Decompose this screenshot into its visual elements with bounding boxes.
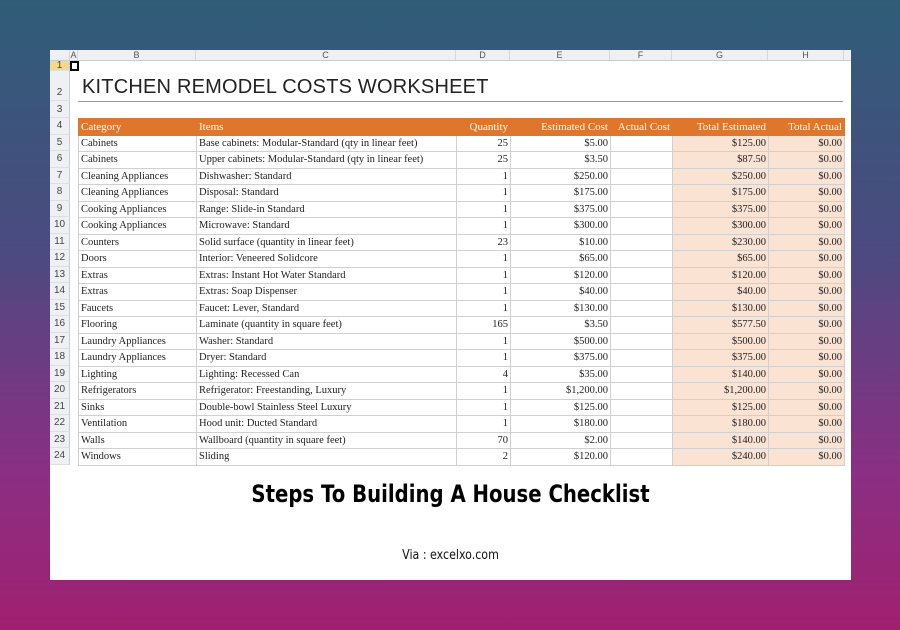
cell-estimated-cost[interactable]: $125.00	[511, 399, 611, 416]
table-row	[79, 399, 845, 416]
cell-category[interactable]: Cleaning Appliances	[79, 168, 197, 185]
cell-actual-cost[interactable]	[611, 152, 673, 169]
header-items[interactable]: Items	[197, 119, 457, 136]
cell-estimated-cost[interactable]: $250.00	[511, 168, 611, 185]
cell-item[interactable]: Dryer: Standard	[197, 350, 457, 367]
row-header[interactable]: 11	[50, 234, 70, 251]
cell-actual-cost[interactable]	[611, 333, 673, 350]
cell-total-actual[interactable]: $0.00	[769, 234, 845, 251]
column-header-c[interactable]: C	[196, 50, 456, 60]
cell-actual-cost[interactable]	[611, 317, 673, 334]
cell-total-estimated[interactable]: $175.00	[673, 185, 769, 202]
header-actual-cost[interactable]: Actual Cost	[611, 119, 673, 136]
column-header-d[interactable]: D	[456, 50, 510, 60]
cell-actual-cost[interactable]	[611, 350, 673, 367]
cell-category[interactable]: Cabinets	[79, 135, 197, 152]
cell-item[interactable]: Faucet: Lever, Standard	[197, 300, 457, 317]
cell-category[interactable]: Extras	[79, 267, 197, 284]
cell-estimated-cost[interactable]: $35.00	[511, 366, 611, 383]
cell-estimated-cost[interactable]: $130.00	[511, 300, 611, 317]
cell-quantity[interactable]: 1	[457, 267, 511, 284]
row-header[interactable]: 6	[50, 151, 70, 168]
cell-total-actual[interactable]: $0.00	[769, 218, 845, 235]
cell-estimated-cost[interactable]: $65.00	[511, 251, 611, 268]
cell-category[interactable]: Cabinets	[79, 152, 197, 169]
cell-item[interactable]: Solid surface (quantity in linear feet)	[197, 234, 457, 251]
cell-total-actual[interactable]: $0.00	[769, 333, 845, 350]
column-header-e[interactable]: E	[510, 50, 610, 60]
cell-category[interactable]: Cooking Appliances	[79, 218, 197, 235]
cell-total-actual[interactable]: $0.00	[769, 432, 845, 449]
cell-category[interactable]: Faucets	[79, 300, 197, 317]
column-header-f[interactable]: F	[610, 50, 672, 60]
cell-total-actual[interactable]: $0.00	[769, 267, 845, 284]
cell-actual-cost[interactable]	[611, 185, 673, 202]
cell-total-actual[interactable]: $0.00	[769, 168, 845, 185]
header-total-estimated[interactable]: Total Estimated	[673, 119, 769, 136]
cell-estimated-cost[interactable]: $375.00	[511, 201, 611, 218]
cell-quantity[interactable]: 1	[457, 284, 511, 301]
cell-category[interactable]: Ventilation	[79, 416, 197, 433]
cell-estimated-cost[interactable]: $180.00	[511, 416, 611, 433]
cell-total-actual[interactable]: $0.00	[769, 284, 845, 301]
row-header[interactable]: 5	[50, 135, 70, 152]
cell-category[interactable]: Laundry Appliances	[79, 333, 197, 350]
cell-actual-cost[interactable]	[611, 449, 673, 466]
cell-quantity[interactable]: 1	[457, 168, 511, 185]
row-header[interactable]: 15	[50, 300, 70, 317]
cell-quantity[interactable]: 70	[457, 432, 511, 449]
table-row	[79, 350, 845, 367]
row-header[interactable]: 1	[50, 61, 70, 71]
cell-quantity[interactable]: 1	[457, 201, 511, 218]
cell-total-estimated[interactable]: $140.00	[673, 432, 769, 449]
cell-quantity[interactable]: 1	[457, 251, 511, 268]
column-header-bar	[50, 50, 851, 61]
cell-item[interactable]: Wallboard (quantity in square feet)	[197, 432, 457, 449]
column-header-g[interactable]: G	[672, 50, 768, 60]
cell-total-estimated[interactable]: $180.00	[673, 416, 769, 433]
row-header[interactable]: 12	[50, 250, 70, 267]
cell-quantity[interactable]: 1	[457, 350, 511, 367]
cell-quantity[interactable]: 1	[457, 383, 511, 400]
cell-total-actual[interactable]: $0.00	[769, 383, 845, 400]
table-row	[79, 218, 845, 235]
cell-estimated-cost[interactable]: $120.00	[511, 267, 611, 284]
cell-item[interactable]: Upper cabinets: Modular-Standard (qty in linear feet)	[197, 152, 457, 169]
cell-item[interactable]: Interior: Veneered Solidcore	[197, 251, 457, 268]
cell-estimated-cost[interactable]: $40.00	[511, 284, 611, 301]
selected-cell-a1[interactable]	[70, 61, 79, 71]
cell-total-actual[interactable]: $0.00	[769, 350, 845, 367]
row-header[interactable]: 10	[50, 217, 70, 234]
cell-estimated-cost[interactable]: $1,200.00	[511, 383, 611, 400]
cell-total-actual[interactable]: $0.00	[769, 366, 845, 383]
table-row	[79, 333, 845, 350]
cell-actual-cost[interactable]	[611, 218, 673, 235]
cell-estimated-cost[interactable]: $175.00	[511, 185, 611, 202]
cell-item[interactable]: Refrigerator: Freestanding, Luxury	[197, 383, 457, 400]
cell-total-estimated[interactable]: $250.00	[673, 168, 769, 185]
cell-total-actual[interactable]: $0.00	[769, 185, 845, 202]
header-category[interactable]: Category	[79, 119, 197, 136]
row-header[interactable]: 23	[50, 432, 70, 449]
cell-quantity[interactable]: 23	[457, 234, 511, 251]
cell-actual-cost[interactable]	[611, 267, 673, 284]
cell-total-estimated[interactable]: $500.00	[673, 333, 769, 350]
table-row	[79, 267, 845, 284]
cell-quantity[interactable]: 25	[457, 135, 511, 152]
cell-quantity[interactable]: 1	[457, 218, 511, 235]
cell-actual-cost[interactable]	[611, 399, 673, 416]
cell-item[interactable]: Microwave: Standard	[197, 218, 457, 235]
cell-total-actual[interactable]: $0.00	[769, 399, 845, 416]
cell-category[interactable]: Doors	[79, 251, 197, 268]
header-total-actual[interactable]: Total Actual	[769, 119, 845, 136]
image-card	[50, 50, 851, 580]
row-header[interactable]: 4	[50, 118, 70, 135]
row-header[interactable]: 17	[50, 333, 70, 350]
cell-actual-cost[interactable]	[611, 416, 673, 433]
cell-category[interactable]: Windows	[79, 449, 197, 466]
cell-estimated-cost[interactable]: $120.00	[511, 449, 611, 466]
row-header[interactable]: 21	[50, 399, 70, 416]
cell-quantity[interactable]: 2	[457, 449, 511, 466]
cell-item[interactable]: Base cabinets: Modular-Standard (qty in linear feet)	[197, 135, 457, 152]
source-credit: Via : excelxo.com	[402, 548, 499, 563]
cell-total-actual[interactable]: $0.00	[769, 300, 845, 317]
row-header[interactable]: 20	[50, 382, 70, 399]
cell-total-actual[interactable]: $0.00	[769, 416, 845, 433]
cell-category[interactable]: Cleaning Appliances	[79, 185, 197, 202]
cell-estimated-cost[interactable]: $10.00	[511, 234, 611, 251]
cell-item[interactable]: Disposal: Standard	[197, 185, 457, 202]
corner-cell[interactable]	[50, 50, 70, 60]
column-header-a[interactable]: A	[70, 50, 77, 60]
cell-total-actual[interactable]: $0.00	[769, 152, 845, 169]
row-header[interactable]: 22	[50, 415, 70, 432]
table-row	[79, 416, 845, 433]
cell-actual-cost[interactable]	[611, 300, 673, 317]
cell-category[interactable]: Refrigerators	[79, 383, 197, 400]
cell-category[interactable]: Cooking Appliances	[79, 201, 197, 218]
title-underline	[78, 101, 843, 102]
cell-item[interactable]: Double-bowl Stainless Steel Luxury	[197, 399, 457, 416]
cell-actual-cost[interactable]	[611, 383, 673, 400]
cell-total-estimated[interactable]: $130.00	[673, 300, 769, 317]
cell-total-estimated[interactable]: $240.00	[673, 449, 769, 466]
cell-quantity[interactable]: 4	[457, 366, 511, 383]
table-row	[79, 185, 845, 202]
cell-total-estimated[interactable]: $125.00	[673, 135, 769, 152]
cell-item[interactable]: Lighting: Recessed Can	[197, 366, 457, 383]
column-header-h[interactable]: H	[768, 50, 844, 60]
row-header[interactable]: 9	[50, 201, 70, 218]
cell-category[interactable]: Sinks	[79, 399, 197, 416]
cell-quantity[interactable]: 1	[457, 300, 511, 317]
spreadsheet-screenshot	[50, 50, 851, 468]
cell-actual-cost[interactable]	[611, 168, 673, 185]
cell-actual-cost[interactable]	[611, 251, 673, 268]
cell-estimated-cost[interactable]: $5.00	[511, 135, 611, 152]
cell-total-actual[interactable]: $0.00	[769, 449, 845, 466]
cell-total-actual[interactable]: $0.00	[769, 251, 845, 268]
row-header[interactable]: 3	[50, 101, 70, 118]
cell-total-estimated[interactable]: $577.50	[673, 317, 769, 334]
cell-quantity[interactable]: 1	[457, 185, 511, 202]
table-header-row	[79, 119, 845, 136]
cell-estimated-cost[interactable]: $500.00	[511, 333, 611, 350]
header-quantity[interactable]: Quantity	[457, 119, 511, 136]
cell-actual-cost[interactable]	[611, 432, 673, 449]
header-estimated-cost[interactable]: Estimated Cost	[511, 119, 611, 136]
cell-category[interactable]: Laundry Appliances	[79, 350, 197, 367]
table-row	[79, 449, 845, 466]
cell-total-estimated[interactable]: $87.50	[673, 152, 769, 169]
cell-category[interactable]: Lighting	[79, 366, 197, 383]
cell-actual-cost[interactable]	[611, 135, 673, 152]
cell-item[interactable]: Dishwasher: Standard	[197, 168, 457, 185]
cell-total-estimated[interactable]: $230.00	[673, 234, 769, 251]
caption-title: Steps To Building A House Checklist	[251, 480, 650, 508]
cell-quantity[interactable]: 165	[457, 317, 511, 334]
table-row	[79, 135, 845, 152]
cell-estimated-cost[interactable]: $2.00	[511, 432, 611, 449]
table-row	[79, 168, 845, 185]
cell-actual-cost[interactable]	[611, 284, 673, 301]
table-row	[79, 432, 845, 449]
row-header[interactable]: 19	[50, 366, 70, 383]
cell-total-estimated[interactable]: $125.00	[673, 399, 769, 416]
cell-quantity[interactable]: 1	[457, 333, 511, 350]
table-row	[79, 317, 845, 334]
column-header-b[interactable]: B	[78, 50, 196, 60]
cell-total-estimated[interactable]: $140.00	[673, 366, 769, 383]
cell-total-estimated[interactable]: $1,200.00	[673, 383, 769, 400]
cell-total-actual[interactable]: $0.00	[769, 201, 845, 218]
cell-total-actual[interactable]: $0.00	[769, 317, 845, 334]
cell-category[interactable]: Flooring	[79, 317, 197, 334]
cell-estimated-cost[interactable]: $3.50	[511, 152, 611, 169]
cell-total-estimated[interactable]: $40.00	[673, 284, 769, 301]
cell-estimated-cost[interactable]: $300.00	[511, 218, 611, 235]
cost-table	[78, 118, 845, 466]
cell-total-estimated[interactable]: $120.00	[673, 267, 769, 284]
cell-item[interactable]: Extras: Instant Hot Water Standard	[197, 267, 457, 284]
row-header[interactable]: 16	[50, 316, 70, 333]
cell-item[interactable]: Sliding	[197, 449, 457, 466]
cell-estimated-cost[interactable]: $3.50	[511, 317, 611, 334]
row-header[interactable]: 13	[50, 267, 70, 284]
cell-total-estimated[interactable]: $65.00	[673, 251, 769, 268]
row-header[interactable]: 14	[50, 283, 70, 300]
cell-quantity[interactable]: 1	[457, 416, 511, 433]
row-header[interactable]: 8	[50, 184, 70, 201]
row-header[interactable]: 18	[50, 349, 70, 366]
cell-actual-cost[interactable]	[611, 201, 673, 218]
cell-quantity[interactable]: 25	[457, 152, 511, 169]
sheet-title: KITCHEN REMODEL COSTS WORKSHEET	[82, 76, 489, 98]
cell-category[interactable]: Counters	[79, 234, 197, 251]
cell-item[interactable]: Laminate (quantity in square feet)	[197, 317, 457, 334]
cell-category[interactable]: Extras	[79, 284, 197, 301]
table-row	[79, 383, 845, 400]
cell-item[interactable]: Range: Slide-in Standard	[197, 201, 457, 218]
table-row	[79, 284, 845, 301]
cell-actual-cost[interactable]	[611, 234, 673, 251]
row-header[interactable]: 7	[50, 168, 70, 185]
row-header[interactable]: 24	[50, 448, 70, 465]
table-row	[79, 366, 845, 383]
table-row	[79, 234, 845, 251]
cell-estimated-cost[interactable]: $375.00	[511, 350, 611, 367]
table-row	[79, 300, 845, 317]
table-row	[79, 152, 845, 169]
cell-item[interactable]: Washer: Standard	[197, 333, 457, 350]
cell-total-actual[interactable]: $0.00	[769, 135, 845, 152]
cell-item[interactable]: Extras: Soap Dispenser	[197, 284, 457, 301]
cell-actual-cost[interactable]	[611, 366, 673, 383]
table-row	[79, 201, 845, 218]
cell-total-estimated[interactable]: $300.00	[673, 218, 769, 235]
cell-item[interactable]: Hood unit: Ducted Standard	[197, 416, 457, 433]
cell-total-estimated[interactable]: $375.00	[673, 201, 769, 218]
table-row	[79, 251, 845, 268]
row-header[interactable]: 2	[50, 71, 70, 101]
cell-category[interactable]: Walls	[79, 432, 197, 449]
cell-quantity[interactable]: 1	[457, 399, 511, 416]
cell-total-estimated[interactable]: $375.00	[673, 350, 769, 367]
